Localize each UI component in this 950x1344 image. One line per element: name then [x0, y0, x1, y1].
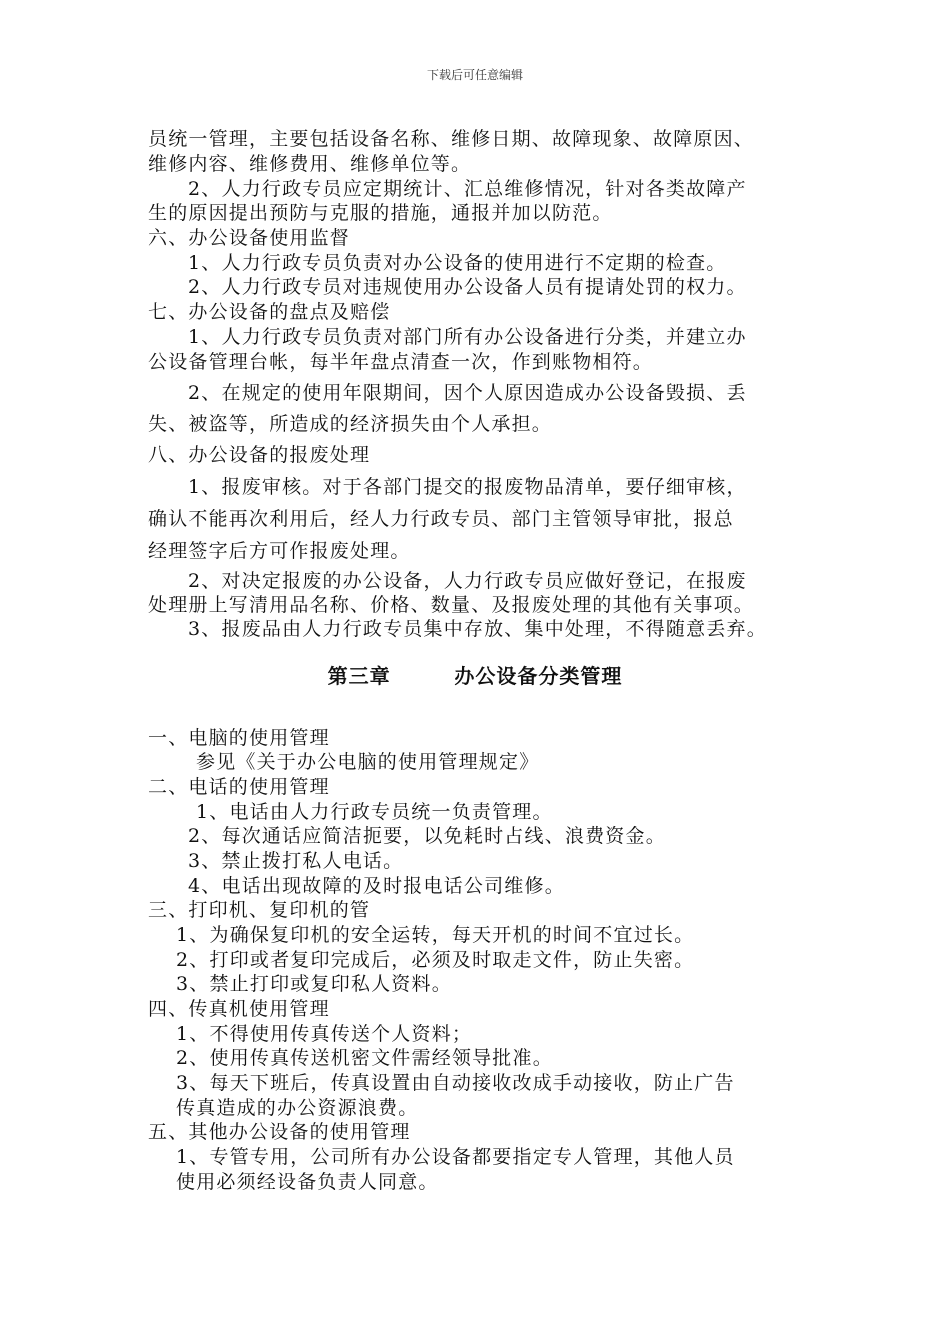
- text-line: 员统一管理，主要包括设备名称、维修日期、故障现象、故障原因、: [148, 128, 755, 150]
- text-line: 经理签字后方可作报废处理。: [148, 540, 411, 562]
- text-line: 2、每次通话应简洁扼要，以免耗时占线、浪费资金。: [188, 825, 666, 847]
- text-line: 失、被盗等，所造成的经济损失由个人承担。: [148, 413, 553, 435]
- text-line: 处理册上写清用品名称、价格、数量、及报废处理的其他有关事项。: [148, 594, 755, 616]
- chapter-heading: [0, 660, 950, 689]
- text-line: 2、使用传真传送机密文件需经领导批准。: [176, 1047, 553, 1069]
- text-line: 4、电话出现故障的及时报电话公司维修。: [188, 875, 565, 897]
- text-line: 2、对决定报废的办公设备，人力行政专员应做好登记，在报废: [188, 570, 747, 592]
- section-heading: 二、电话的使用管理: [148, 776, 330, 798]
- page-header: 下载后可任意编辑: [426, 68, 523, 82]
- text-line: 2、人力行政专员应定期统计、汇总维修情况，针对各类故障产: [188, 178, 747, 200]
- text-line: 1、电话由人力行政专员统一负责管理。: [196, 801, 553, 823]
- text-line: 1、人力行政专员负责对办公设备的使用进行不定期的检查。: [188, 252, 727, 274]
- text-line: 公设备管理台帐，每半年盘点清查一次，作到账物相符。: [148, 351, 654, 373]
- text-line: 1、为确保复印机的安全运转，每天开机的时间不宜过长。: [176, 924, 695, 946]
- text-line: 3、报废品由人力行政专员集中存放、集中处理，不得随意丢弃。: [188, 618, 767, 640]
- text-line: 1、人力行政专员负责对部门所有办公设备进行分类，并建立办: [188, 326, 747, 348]
- text-line: 2、人力行政专员对违规使用办公设备人员有提请处罚的权力。: [188, 276, 747, 298]
- text-line: 2、在规定的使用年限期间，因个人原因造成办公设备毁损、丢: [188, 382, 747, 404]
- text-line: 3、禁止拨打私人电话。: [188, 850, 404, 872]
- text-line: 传真造成的办公资源浪费。: [176, 1097, 419, 1119]
- text-line: 3、禁止打印或复印私人资料。: [176, 973, 452, 995]
- text-line: 3、每天下班后，传真设置由自动接收改成手动接收，防止广告: [176, 1072, 735, 1094]
- section-heading: 七、办公设备的盘点及赔偿: [148, 301, 391, 323]
- section-heading: 六、办公设备使用监督: [148, 227, 351, 249]
- text-line: 生的原因提出预防与克服的措施，通报并加以防范。: [148, 202, 613, 224]
- text-line: 1、不得使用传真传送个人资料；: [176, 1023, 473, 1045]
- text-line: 参见《关于办公电脑的使用管理规定》: [196, 751, 540, 773]
- text-line: 维修内容、维修费用、维修单位等。: [148, 153, 472, 175]
- section-heading: 八、办公设备的报废处理: [148, 444, 371, 466]
- text-line: 使用必须经设备负责人同意。: [176, 1171, 439, 1193]
- section-heading: 五、其他办公设备的使用管理: [148, 1121, 411, 1143]
- text-line: 确认不能再次利用后，经人力行政专员、部门主管领导审批，报总: [148, 508, 734, 530]
- chapter-title: 办公设备分类管理: [454, 664, 623, 688]
- section-heading: 一、电脑的使用管理: [148, 727, 330, 749]
- text-line: 1、专管专用，公司所有办公设备都要指定专人管理，其他人员: [176, 1146, 735, 1168]
- section-heading: 三、打印机、复印机的管: [148, 899, 371, 921]
- section-heading: 四、传真机使用管理: [148, 998, 330, 1020]
- text-line: 2、打印或者复印完成后，必须及时取走文件，防止失密。: [176, 949, 695, 971]
- chapter-number: 第三章: [327, 664, 391, 688]
- text-line: 1、报废审核。对于各部门提交的报废物品清单，要仔细审核，: [188, 476, 747, 498]
